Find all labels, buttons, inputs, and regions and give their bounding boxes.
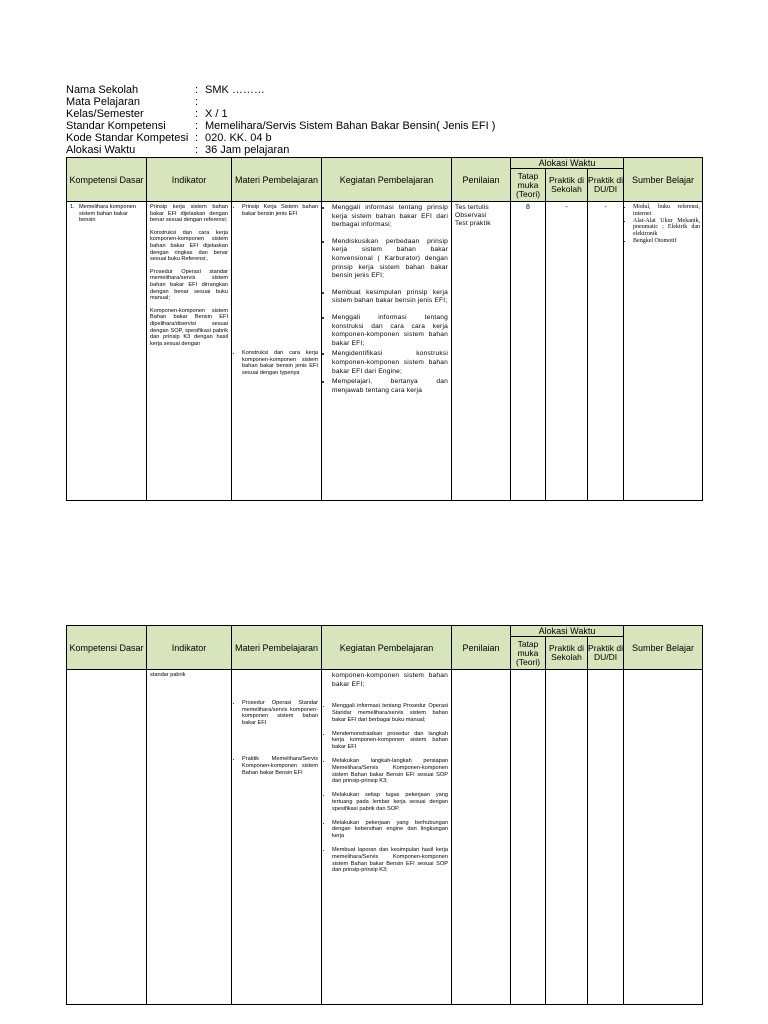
info-value: 020. KK. 04 b (205, 132, 272, 144)
praktik-sekolah-value: - (565, 204, 568, 211)
kd-number: 1. (70, 204, 75, 210)
kegiatan-item: • Menggali informasi tentang prinsip kerja sistem bahan bakar EFI dari berbagai informasi; (332, 204, 448, 230)
cell-praktik-sekolah (546, 202, 588, 501)
info-label: Standar Kompetensi (66, 120, 166, 132)
info-label: Kode Standar Kompetesi (66, 132, 189, 144)
info-row-school (66, 84, 495, 96)
cell-indikator (147, 670, 232, 1005)
materi-item: • Konstruksi dan cara kerja komponen-komponen sistem bahan bakar bensin jenis EFI sesuai dengan typenya (242, 350, 318, 376)
info-value: Memelihara/Servis Sistem Bahan Bakar Bensin( Jenis EFI ) (205, 120, 496, 132)
header-praktik-sekolah: Praktik di Sekolah (546, 169, 588, 202)
cell-indikator (147, 202, 232, 501)
document-info (66, 84, 495, 156)
info-row-standard (66, 120, 495, 132)
info-colon: : (195, 84, 199, 96)
cell-penilaian (452, 670, 511, 1005)
cell-praktik-sekolah (546, 670, 588, 1005)
kd-text: Memelihara komponen sistem bahan bakar bensin (79, 204, 136, 224)
cell-sumber (624, 670, 703, 1005)
info-row-class (66, 108, 495, 120)
sumber-item: • Modul, buku referensi, internet (633, 204, 700, 218)
header-indikator: Indikator (147, 626, 232, 670)
info-label: Nama Sekolah (66, 84, 139, 96)
kegiatan-item: • Melakukan setiap tugas pekerjaan yang tertuang pada lembar kerja sesuai dengan spesifikasi pabrik dan SOP. (332, 792, 448, 812)
info-value: X / 1 (205, 108, 228, 120)
header-kegiatan: Kegiatan Pembelajaran (322, 158, 452, 202)
info-label: Kelas/Semester (66, 108, 144, 120)
header-indikator: Indikator (147, 158, 232, 202)
cell-materi (232, 670, 322, 1005)
cell-penilaian (452, 202, 511, 501)
penilaian-item: Tes tertulis (455, 204, 489, 211)
indikator-item: Komponen-komponen sistem Bahan bakar Bensin EFI dipelihara/diservisi sesuai dengan SOP, spesifikasi pabrik dan prinsip K3 dengan hasil kerja sesuai dengan (150, 307, 228, 347)
kegiatan-item: • Membuat kesimpulan prinsip kerja sistem bahan bakar bensin jenis EFI; (332, 289, 448, 306)
cell-tatap-muka (511, 202, 546, 501)
header-materi: Materi Pembelajaran (232, 158, 322, 202)
cell-praktik-du (588, 670, 624, 1005)
header-sumber: Sumber Belajar (624, 158, 703, 202)
cell-kompetensi-dasar (67, 202, 147, 501)
kegiatan-item: • Menggali informasi tentang konstruksi dan cara cara kerja komponen-komponen sistem bahan bakar EFI; (332, 314, 448, 348)
sumber-item: • Bengkel Otomotif (633, 238, 700, 245)
kegiatan-item: • Melakukan pekerjaan yang berhubungan dengan kebersihan engine dan lingkungan kerja (332, 820, 448, 840)
header-materi: Materi Pembelajaran (232, 626, 322, 670)
header-penilaian: Penilaian (452, 158, 511, 202)
cell-sumber (624, 202, 703, 501)
sumber-item: • Alat-Alat Ukur Mekanik, pneumatic ; Elektrik dan elektronik (633, 218, 700, 238)
materi-item: • Prosedur Operasi Standar memelihara/servis komponen-komponen sistem bahan bakar EFI (242, 700, 318, 726)
kegiatan-item: • Membuat laporan dan kesimpulan hasil kerja memelihara/Servis Komponen-komponen sistem Bahan bakar Bensin EFI sesuai SOP dan prinsip-prinsip K3; (332, 847, 448, 874)
indikator-item: Konstruksi dan cara kerja komponen-komponen sistem bahan bakar EFI dijelaskan dengan ringkas dan benar sesuai buku Referensi;. (150, 229, 228, 263)
info-value: SMK ……… (205, 84, 265, 96)
header-praktik-sekolah: Praktik di Sekolah (546, 637, 588, 670)
info-row-subject (66, 96, 495, 108)
header-praktik-du: Praktik di DU/DI (588, 169, 624, 202)
kegiatan-item: • Mempelajari, bertanya dan menjawab tentang cara kerja (332, 378, 448, 395)
indikator-item: Prinsip kerja sistem bahan bakar EFI dijelaskan dengan benar sesuai dengan referensi; (150, 204, 228, 224)
syllabus-table-1 (66, 157, 703, 501)
cell-kegiatan (322, 202, 452, 501)
header-praktik-du: Praktik di DU/DI (588, 637, 624, 670)
kegiatan-intro: komponen-komponen sistem bahan bakar EFI; (332, 672, 448, 688)
penilaian-item: Test praktik (455, 220, 491, 227)
cell-kompetensi-dasar (67, 670, 147, 1005)
syllabus-table-2 (66, 625, 703, 1005)
kegiatan-item: • Mengidentifikasi konstruksi komponen-komponen sistem bahan bakar EFI dari Engine; (332, 350, 448, 376)
materi-item: • Praktik Memelihara/Servis Komponen-komponen sistem Bahan bakar Bensin EFI (242, 756, 318, 776)
info-colon: : (195, 144, 199, 156)
cell-praktik-du (588, 202, 624, 501)
info-label: Mata Pelajaran (66, 96, 140, 108)
kegiatan-item: • Mendemonstrasikan prosedur dan langkah kerja komponen-komponen sistem bahan bakar EFI (332, 731, 448, 751)
kegiatan-item: • Menggali informasi tentang Prosedur Operasi Standar memelihara/servis sistem bahan bakar EFI dari berbagai buku manual; (332, 703, 448, 723)
info-colon: : (195, 120, 199, 132)
info-value: 36 Jam pelajaran (205, 144, 290, 156)
cell-kegiatan (322, 670, 452, 1005)
header-kompetensi-dasar: Kompetensi Dasar (67, 626, 147, 670)
kegiatan-item: • Melakukan langkah-langkah persiapan Memelihara/Servis Komponen-komponen sistem Bahan bakar Bensin EFI sesuai SOP dan prinsip-prinsip K3; (332, 758, 448, 785)
info-row-code (66, 132, 495, 144)
header-alokasi: Alokasi Waktu (511, 158, 624, 169)
info-colon: : (195, 96, 199, 108)
kegiatan-item: • Mendiskusikan perbedaan prinsip kerja sistem bahan bakar konvensional ( Karburator) dengan prinsip kerja sistem bahan bakar bensin jenis EFI; (332, 238, 448, 281)
info-colon: : (195, 108, 199, 120)
header-tatap-muka: Tatap muka (Teori) (511, 637, 546, 670)
header-tatap-muka: Tatap muka (Teori) (511, 169, 546, 202)
praktik-du-value: - (604, 204, 607, 211)
header-kompetensi-dasar: Kompetensi Dasar (67, 158, 147, 202)
cell-tatap-muka (511, 670, 546, 1005)
tatap-muka-value: 8 (526, 204, 530, 211)
info-colon: : (195, 132, 199, 144)
header-kegiatan: Kegiatan Pembelajaran (322, 626, 452, 670)
header-sumber: Sumber Belajar (624, 626, 703, 670)
header-penilaian: Penilaian (452, 626, 511, 670)
penilaian-item: Observasi (455, 212, 487, 219)
cell-materi (232, 202, 322, 501)
indikator-item: standar pabrik (150, 672, 186, 678)
info-label: Alokasi Waktu (66, 144, 136, 156)
info-row-time (66, 144, 495, 156)
indikator-item: Prosedur Operasi standar memelihara/servis sistem bahan bakar EFI dirrangkan dengan benar sesuai buku manual; (150, 268, 228, 302)
header-alokasi: Alokasi Waktu (511, 626, 624, 637)
materi-item: • Prinsip Kerja Sistem bahan bakar bensin jenis EFI (242, 204, 318, 217)
